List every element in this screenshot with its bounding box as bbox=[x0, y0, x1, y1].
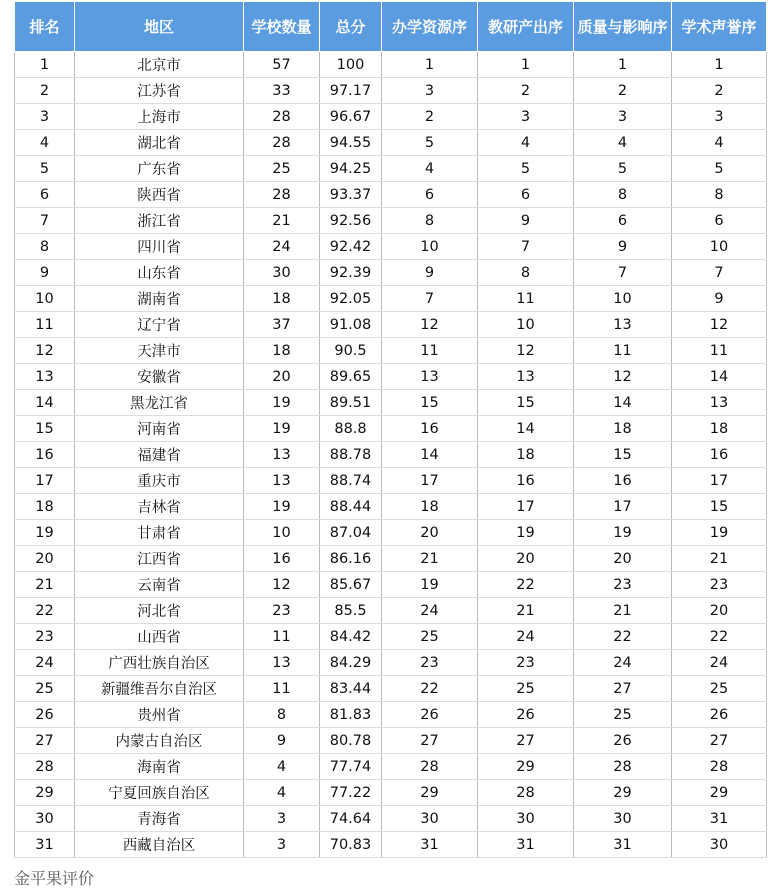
cell-resource-rank: 24 bbox=[382, 598, 478, 624]
cell-school-count: 20 bbox=[244, 364, 320, 390]
cell-rank: 12 bbox=[15, 338, 75, 364]
cell-rank: 14 bbox=[15, 390, 75, 416]
cell-rank: 3 bbox=[15, 104, 75, 130]
cell-school-count: 28 bbox=[244, 130, 320, 156]
cell-total-score: 81.83 bbox=[320, 702, 382, 728]
cell-rank: 31 bbox=[15, 832, 75, 858]
cell-resource-rank: 21 bbox=[382, 546, 478, 572]
table-row bbox=[15, 832, 767, 858]
cell-school-count: 19 bbox=[244, 416, 320, 442]
cell-quality-impact-rank: 14 bbox=[574, 390, 672, 416]
cell-resource-rank: 15 bbox=[382, 390, 478, 416]
cell-region: 黑龙江省 bbox=[75, 390, 244, 416]
cell-reputation-rank: 3 bbox=[672, 104, 767, 130]
cell-region: 湖南省 bbox=[75, 286, 244, 312]
cell-reputation-rank: 2 bbox=[672, 78, 767, 104]
cell-resource-rank: 29 bbox=[382, 780, 478, 806]
cell-region: 山东省 bbox=[75, 260, 244, 286]
cell-reputation-rank: 14 bbox=[672, 364, 767, 390]
cell-reputation-rank: 24 bbox=[672, 650, 767, 676]
cell-rank: 19 bbox=[15, 520, 75, 546]
cell-research-output-rank: 17 bbox=[478, 494, 574, 520]
cell-quality-impact-rank: 8 bbox=[574, 182, 672, 208]
table-row bbox=[15, 520, 767, 546]
table-row bbox=[15, 468, 767, 494]
cell-research-output-rank: 28 bbox=[478, 780, 574, 806]
cell-school-count: 13 bbox=[244, 468, 320, 494]
cell-total-score: 88.78 bbox=[320, 442, 382, 468]
cell-reputation-rank: 7 bbox=[672, 260, 767, 286]
cell-research-output-rank: 24 bbox=[478, 624, 574, 650]
cell-resource-rank: 23 bbox=[382, 650, 478, 676]
cell-quality-impact-rank: 30 bbox=[574, 806, 672, 832]
cell-research-output-rank: 10 bbox=[478, 312, 574, 338]
cell-school-count: 13 bbox=[244, 442, 320, 468]
cell-resource-rank: 26 bbox=[382, 702, 478, 728]
cell-school-count: 12 bbox=[244, 572, 320, 598]
cell-school-count: 25 bbox=[244, 156, 320, 182]
cell-region: 天津市 bbox=[75, 338, 244, 364]
cell-research-output-rank: 4 bbox=[478, 130, 574, 156]
cell-reputation-rank: 12 bbox=[672, 312, 767, 338]
cell-rank: 25 bbox=[15, 676, 75, 702]
table-row bbox=[15, 546, 767, 572]
cell-reputation-rank: 10 bbox=[672, 234, 767, 260]
cell-region: 云南省 bbox=[75, 572, 244, 598]
cell-resource-rank: 4 bbox=[382, 156, 478, 182]
cell-region: 陕西省 bbox=[75, 182, 244, 208]
cell-region: 青海省 bbox=[75, 806, 244, 832]
cell-quality-impact-rank: 25 bbox=[574, 702, 672, 728]
cell-resource-rank: 22 bbox=[382, 676, 478, 702]
cell-rank: 7 bbox=[15, 208, 75, 234]
cell-total-score: 88.8 bbox=[320, 416, 382, 442]
cell-research-output-rank: 25 bbox=[478, 676, 574, 702]
cell-school-count: 24 bbox=[244, 234, 320, 260]
cell-rank: 11 bbox=[15, 312, 75, 338]
cell-rank: 18 bbox=[15, 494, 75, 520]
cell-rank: 26 bbox=[15, 702, 75, 728]
cell-reputation-rank: 9 bbox=[672, 286, 767, 312]
cell-total-score: 89.65 bbox=[320, 364, 382, 390]
table-row bbox=[15, 390, 767, 416]
cell-total-score: 88.44 bbox=[320, 494, 382, 520]
cell-total-score: 90.5 bbox=[320, 338, 382, 364]
cell-research-output-rank: 16 bbox=[478, 468, 574, 494]
source-caption: 金平果评价 bbox=[14, 869, 95, 888]
cell-research-output-rank: 20 bbox=[478, 546, 574, 572]
cell-total-score: 87.04 bbox=[320, 520, 382, 546]
cell-research-output-rank: 2 bbox=[478, 78, 574, 104]
cell-school-count: 16 bbox=[244, 546, 320, 572]
cell-school-count: 57 bbox=[244, 52, 320, 78]
cell-total-score: 91.08 bbox=[320, 312, 382, 338]
cell-research-output-rank: 8 bbox=[478, 260, 574, 286]
cell-resource-rank: 28 bbox=[382, 754, 478, 780]
cell-research-output-rank: 22 bbox=[478, 572, 574, 598]
cell-quality-impact-rank: 15 bbox=[574, 442, 672, 468]
province-ranking-table bbox=[14, 1, 767, 858]
cell-total-score: 89.51 bbox=[320, 390, 382, 416]
cell-reputation-rank: 15 bbox=[672, 494, 767, 520]
cell-reputation-rank: 31 bbox=[672, 806, 767, 832]
cell-total-score: 92.05 bbox=[320, 286, 382, 312]
cell-school-count: 11 bbox=[244, 624, 320, 650]
cell-reputation-rank: 26 bbox=[672, 702, 767, 728]
cell-quality-impact-rank: 10 bbox=[574, 286, 672, 312]
cell-school-count: 19 bbox=[244, 390, 320, 416]
table-row bbox=[15, 234, 767, 260]
cell-region: 辽宁省 bbox=[75, 312, 244, 338]
table-row bbox=[15, 676, 767, 702]
table-row bbox=[15, 650, 767, 676]
cell-region: 四川省 bbox=[75, 234, 244, 260]
cell-quality-impact-rank: 28 bbox=[574, 754, 672, 780]
cell-quality-impact-rank: 1 bbox=[574, 52, 672, 78]
cell-resource-rank: 3 bbox=[382, 78, 478, 104]
cell-rank: 9 bbox=[15, 260, 75, 286]
cell-region: 广西壮族自治区 bbox=[75, 650, 244, 676]
cell-resource-rank: 7 bbox=[382, 286, 478, 312]
cell-resource-rank: 18 bbox=[382, 494, 478, 520]
cell-quality-impact-rank: 9 bbox=[574, 234, 672, 260]
column-header-school-count: 学校数量 bbox=[244, 2, 320, 52]
cell-total-score: 86.16 bbox=[320, 546, 382, 572]
table-row bbox=[15, 208, 767, 234]
table-header-row bbox=[15, 2, 767, 52]
cell-rank: 20 bbox=[15, 546, 75, 572]
cell-region: 甘肃省 bbox=[75, 520, 244, 546]
cell-research-output-rank: 26 bbox=[478, 702, 574, 728]
cell-rank: 6 bbox=[15, 182, 75, 208]
table-row bbox=[15, 338, 767, 364]
cell-quality-impact-rank: 29 bbox=[574, 780, 672, 806]
cell-region: 海南省 bbox=[75, 754, 244, 780]
cell-school-count: 11 bbox=[244, 676, 320, 702]
cell-total-score: 85.67 bbox=[320, 572, 382, 598]
cell-school-count: 3 bbox=[244, 832, 320, 858]
table-row bbox=[15, 364, 767, 390]
cell-rank: 2 bbox=[15, 78, 75, 104]
cell-region: 贵州省 bbox=[75, 702, 244, 728]
cell-resource-rank: 13 bbox=[382, 364, 478, 390]
cell-total-score: 77.22 bbox=[320, 780, 382, 806]
cell-reputation-rank: 8 bbox=[672, 182, 767, 208]
cell-research-output-rank: 5 bbox=[478, 156, 574, 182]
cell-reputation-rank: 16 bbox=[672, 442, 767, 468]
cell-rank: 21 bbox=[15, 572, 75, 598]
cell-quality-impact-rank: 4 bbox=[574, 130, 672, 156]
table-row bbox=[15, 728, 767, 754]
column-header-research-output-rank: 教研产出序 bbox=[478, 2, 574, 52]
cell-region: 河南省 bbox=[75, 416, 244, 442]
cell-total-score: 100 bbox=[320, 52, 382, 78]
cell-school-count: 33 bbox=[244, 78, 320, 104]
cell-school-count: 3 bbox=[244, 806, 320, 832]
cell-rank: 28 bbox=[15, 754, 75, 780]
cell-total-score: 92.39 bbox=[320, 260, 382, 286]
cell-resource-rank: 27 bbox=[382, 728, 478, 754]
cell-total-score: 92.42 bbox=[320, 234, 382, 260]
cell-quality-impact-rank: 16 bbox=[574, 468, 672, 494]
cell-total-score: 83.44 bbox=[320, 676, 382, 702]
cell-research-output-rank: 12 bbox=[478, 338, 574, 364]
cell-research-output-rank: 6 bbox=[478, 182, 574, 208]
table-row bbox=[15, 286, 767, 312]
cell-resource-rank: 14 bbox=[382, 442, 478, 468]
cell-region: 内蒙古自治区 bbox=[75, 728, 244, 754]
cell-school-count: 8 bbox=[244, 702, 320, 728]
column-header-quality-impact-rank: 质量与影响序 bbox=[574, 2, 672, 52]
cell-school-count: 28 bbox=[244, 104, 320, 130]
column-header-resource-rank: 办学资源序 bbox=[382, 2, 478, 52]
cell-quality-impact-rank: 3 bbox=[574, 104, 672, 130]
table-row bbox=[15, 182, 767, 208]
cell-resource-rank: 9 bbox=[382, 260, 478, 286]
cell-school-count: 18 bbox=[244, 338, 320, 364]
cell-school-count: 23 bbox=[244, 598, 320, 624]
cell-quality-impact-rank: 5 bbox=[574, 156, 672, 182]
cell-region: 宁夏回族自治区 bbox=[75, 780, 244, 806]
cell-research-output-rank: 29 bbox=[478, 754, 574, 780]
cell-reputation-rank: 5 bbox=[672, 156, 767, 182]
cell-region: 西藏自治区 bbox=[75, 832, 244, 858]
cell-research-output-rank: 30 bbox=[478, 806, 574, 832]
cell-school-count: 18 bbox=[244, 286, 320, 312]
cell-school-count: 37 bbox=[244, 312, 320, 338]
cell-rank: 1 bbox=[15, 52, 75, 78]
cell-rank: 8 bbox=[15, 234, 75, 260]
cell-reputation-rank: 25 bbox=[672, 676, 767, 702]
cell-research-output-rank: 31 bbox=[478, 832, 574, 858]
cell-research-output-rank: 19 bbox=[478, 520, 574, 546]
cell-quality-impact-rank: 27 bbox=[574, 676, 672, 702]
cell-resource-rank: 10 bbox=[382, 234, 478, 260]
table-body bbox=[15, 52, 767, 858]
cell-resource-rank: 12 bbox=[382, 312, 478, 338]
cell-research-output-rank: 14 bbox=[478, 416, 574, 442]
cell-school-count: 30 bbox=[244, 260, 320, 286]
cell-rank: 23 bbox=[15, 624, 75, 650]
column-header-total-score: 总分 bbox=[320, 2, 382, 52]
cell-resource-rank: 2 bbox=[382, 104, 478, 130]
table-row bbox=[15, 260, 767, 286]
cell-research-output-rank: 9 bbox=[478, 208, 574, 234]
cell-region: 浙江省 bbox=[75, 208, 244, 234]
cell-total-score: 74.64 bbox=[320, 806, 382, 832]
table-row bbox=[15, 312, 767, 338]
cell-resource-rank: 31 bbox=[382, 832, 478, 858]
cell-school-count: 13 bbox=[244, 650, 320, 676]
cell-reputation-rank: 17 bbox=[672, 468, 767, 494]
cell-quality-impact-rank: 12 bbox=[574, 364, 672, 390]
cell-school-count: 4 bbox=[244, 780, 320, 806]
cell-total-score: 88.74 bbox=[320, 468, 382, 494]
cell-rank: 4 bbox=[15, 130, 75, 156]
cell-rank: 30 bbox=[15, 806, 75, 832]
cell-region: 江西省 bbox=[75, 546, 244, 572]
cell-resource-rank: 6 bbox=[382, 182, 478, 208]
cell-quality-impact-rank: 20 bbox=[574, 546, 672, 572]
cell-total-score: 77.74 bbox=[320, 754, 382, 780]
cell-resource-rank: 8 bbox=[382, 208, 478, 234]
cell-region: 湖北省 bbox=[75, 130, 244, 156]
cell-region: 北京市 bbox=[75, 52, 244, 78]
table-row bbox=[15, 572, 767, 598]
cell-resource-rank: 11 bbox=[382, 338, 478, 364]
table-row bbox=[15, 806, 767, 832]
cell-reputation-rank: 23 bbox=[672, 572, 767, 598]
cell-research-output-rank: 27 bbox=[478, 728, 574, 754]
cell-school-count: 4 bbox=[244, 754, 320, 780]
cell-region: 河北省 bbox=[75, 598, 244, 624]
table-row bbox=[15, 416, 767, 442]
cell-rank: 10 bbox=[15, 286, 75, 312]
table-row bbox=[15, 78, 767, 104]
cell-total-score: 97.17 bbox=[320, 78, 382, 104]
cell-reputation-rank: 20 bbox=[672, 598, 767, 624]
table-row bbox=[15, 598, 767, 624]
cell-quality-impact-rank: 23 bbox=[574, 572, 672, 598]
cell-research-output-rank: 7 bbox=[478, 234, 574, 260]
cell-quality-impact-rank: 26 bbox=[574, 728, 672, 754]
cell-research-output-rank: 18 bbox=[478, 442, 574, 468]
cell-resource-rank: 20 bbox=[382, 520, 478, 546]
cell-quality-impact-rank: 2 bbox=[574, 78, 672, 104]
cell-school-count: 19 bbox=[244, 494, 320, 520]
cell-research-output-rank: 11 bbox=[478, 286, 574, 312]
cell-total-score: 94.25 bbox=[320, 156, 382, 182]
cell-rank: 17 bbox=[15, 468, 75, 494]
cell-region: 重庆市 bbox=[75, 468, 244, 494]
cell-quality-impact-rank: 11 bbox=[574, 338, 672, 364]
cell-reputation-rank: 22 bbox=[672, 624, 767, 650]
table-row bbox=[15, 754, 767, 780]
cell-reputation-rank: 28 bbox=[672, 754, 767, 780]
cell-region: 福建省 bbox=[75, 442, 244, 468]
cell-reputation-rank: 11 bbox=[672, 338, 767, 364]
cell-quality-impact-rank: 17 bbox=[574, 494, 672, 520]
cell-reputation-rank: 29 bbox=[672, 780, 767, 806]
table-row bbox=[15, 780, 767, 806]
cell-reputation-rank: 4 bbox=[672, 130, 767, 156]
table-row bbox=[15, 442, 767, 468]
cell-reputation-rank: 6 bbox=[672, 208, 767, 234]
cell-total-score: 92.56 bbox=[320, 208, 382, 234]
cell-school-count: 28 bbox=[244, 182, 320, 208]
cell-quality-impact-rank: 19 bbox=[574, 520, 672, 546]
cell-total-score: 84.29 bbox=[320, 650, 382, 676]
cell-rank: 27 bbox=[15, 728, 75, 754]
cell-total-score: 94.55 bbox=[320, 130, 382, 156]
cell-research-output-rank: 13 bbox=[478, 364, 574, 390]
cell-research-output-rank: 1 bbox=[478, 52, 574, 78]
cell-resource-rank: 30 bbox=[382, 806, 478, 832]
cell-reputation-rank: 1 bbox=[672, 52, 767, 78]
cell-resource-rank: 19 bbox=[382, 572, 478, 598]
cell-rank: 16 bbox=[15, 442, 75, 468]
cell-resource-rank: 25 bbox=[382, 624, 478, 650]
cell-school-count: 21 bbox=[244, 208, 320, 234]
column-header-region: 地区 bbox=[75, 2, 244, 52]
cell-region: 广东省 bbox=[75, 156, 244, 182]
cell-research-output-rank: 3 bbox=[478, 104, 574, 130]
cell-reputation-rank: 18 bbox=[672, 416, 767, 442]
cell-rank: 5 bbox=[15, 156, 75, 182]
cell-rank: 22 bbox=[15, 598, 75, 624]
cell-reputation-rank: 30 bbox=[672, 832, 767, 858]
table-row bbox=[15, 494, 767, 520]
cell-quality-impact-rank: 22 bbox=[574, 624, 672, 650]
cell-total-score: 93.37 bbox=[320, 182, 382, 208]
cell-quality-impact-rank: 7 bbox=[574, 260, 672, 286]
cell-research-output-rank: 21 bbox=[478, 598, 574, 624]
cell-rank: 13 bbox=[15, 364, 75, 390]
cell-school-count: 9 bbox=[244, 728, 320, 754]
cell-reputation-rank: 13 bbox=[672, 390, 767, 416]
cell-school-count: 10 bbox=[244, 520, 320, 546]
table-row bbox=[15, 702, 767, 728]
cell-research-output-rank: 15 bbox=[478, 390, 574, 416]
cell-quality-impact-rank: 18 bbox=[574, 416, 672, 442]
cell-total-score: 85.5 bbox=[320, 598, 382, 624]
cell-reputation-rank: 27 bbox=[672, 728, 767, 754]
cell-region: 上海市 bbox=[75, 104, 244, 130]
column-header-rank: 排名 bbox=[15, 2, 75, 52]
table-row bbox=[15, 624, 767, 650]
table-row bbox=[15, 104, 767, 130]
cell-quality-impact-rank: 24 bbox=[574, 650, 672, 676]
cell-region: 安徽省 bbox=[75, 364, 244, 390]
cell-region: 山西省 bbox=[75, 624, 244, 650]
cell-resource-rank: 5 bbox=[382, 130, 478, 156]
cell-rank: 15 bbox=[15, 416, 75, 442]
cell-reputation-rank: 19 bbox=[672, 520, 767, 546]
table-row bbox=[15, 130, 767, 156]
cell-quality-impact-rank: 31 bbox=[574, 832, 672, 858]
cell-resource-rank: 17 bbox=[382, 468, 478, 494]
cell-research-output-rank: 23 bbox=[478, 650, 574, 676]
cell-region: 新疆维吾尔自治区 bbox=[75, 676, 244, 702]
cell-total-score: 96.67 bbox=[320, 104, 382, 130]
cell-rank: 24 bbox=[15, 650, 75, 676]
cell-region: 吉林省 bbox=[75, 494, 244, 520]
cell-reputation-rank: 21 bbox=[672, 546, 767, 572]
cell-resource-rank: 1 bbox=[382, 52, 478, 78]
cell-total-score: 70.83 bbox=[320, 832, 382, 858]
table-row bbox=[15, 156, 767, 182]
cell-total-score: 80.78 bbox=[320, 728, 382, 754]
cell-quality-impact-rank: 6 bbox=[574, 208, 672, 234]
column-header-reputation-rank: 学术声誉序 bbox=[672, 2, 767, 52]
cell-quality-impact-rank: 13 bbox=[574, 312, 672, 338]
cell-rank: 29 bbox=[15, 780, 75, 806]
cell-resource-rank: 16 bbox=[382, 416, 478, 442]
table-row bbox=[15, 52, 767, 78]
cell-total-score: 84.42 bbox=[320, 624, 382, 650]
cell-region: 江苏省 bbox=[75, 78, 244, 104]
cell-quality-impact-rank: 21 bbox=[574, 598, 672, 624]
